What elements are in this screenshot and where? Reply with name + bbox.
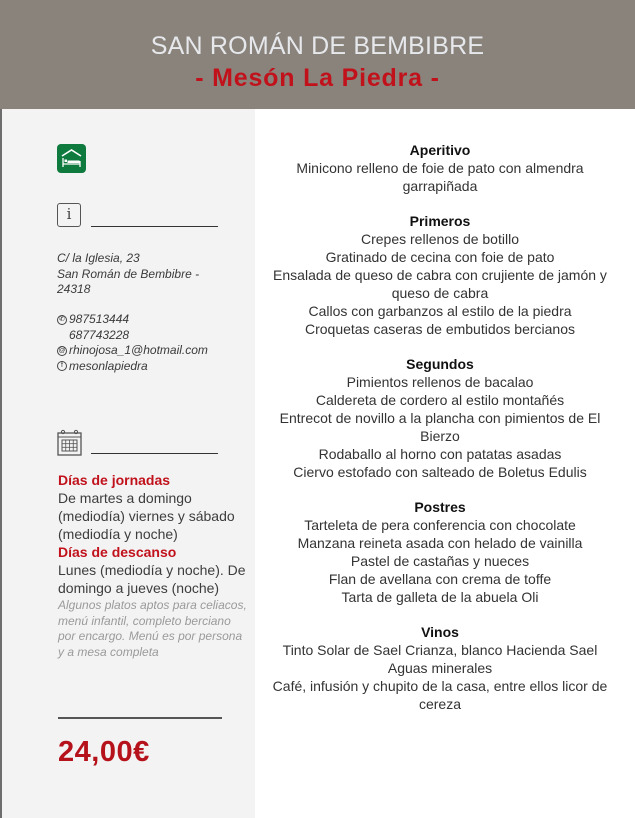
menu-item: Entrecot de novillo a la plancha con pimientos de El Bierzo <box>279 410 601 444</box>
rest-days-title: Días de descanso <box>58 544 177 560</box>
phone-icon: ✆ <box>57 315 67 325</box>
menu-list <box>270 141 610 730</box>
phone-2[interactable]: 687743228 <box>69 327 130 342</box>
divider <box>91 226 218 227</box>
menu-section-segundos <box>270 355 610 481</box>
info-sidebar <box>0 109 255 818</box>
menu-section-postres <box>270 498 610 606</box>
menu-item: Manzana reineta asada con helado de vainilla <box>297 535 583 551</box>
divider <box>91 453 218 454</box>
menu-item: Ensalada de queso de cabra con crujiente de jamón y queso de cabra <box>273 267 607 301</box>
menu-item: Rodaballo al horno con patatas asadas <box>318 446 562 462</box>
page-header <box>0 0 635 109</box>
address <box>57 251 237 298</box>
calendar-icon <box>57 429 82 456</box>
workdays-title: Días de jornadas <box>58 472 171 488</box>
facebook-link[interactable]: mesonlapiedra <box>69 358 148 373</box>
bed-icon <box>57 144 86 173</box>
menu-item: Gratinado de cecina con foie de pato <box>325 249 555 265</box>
section-title: Aperitivo <box>409 142 471 158</box>
menu-item: Tarta de galleta de la abuela Oli <box>341 589 539 605</box>
at-icon: @ <box>58 346 66 354</box>
info-icon: i <box>57 203 81 227</box>
restaurant-name: - Mesón La Piedra - <box>195 64 440 92</box>
menu-item: Ciervo estofado con salteado de Boletus Edulis <box>293 464 587 480</box>
menu-item: Minicono relleno de foie de pato con almendra garrapiñada <box>296 160 584 194</box>
address-town: San Román de Bembibre - <box>57 266 200 281</box>
schedule <box>58 471 248 660</box>
town-title: SAN ROMÁN DE BEMBIBRE <box>150 32 485 60</box>
menu-item: Pimientos rellenos de bacalao <box>346 374 534 390</box>
menu-item: Croquetas caseras de embutidos bercianos <box>304 321 576 337</box>
facebook-icon: f <box>57 361 67 371</box>
menu-section-primeros <box>270 212 610 338</box>
divider <box>58 717 222 719</box>
workdays-text: De martes a domingo (mediodía) viernes y sábado (mediodía y noche) <box>58 490 235 542</box>
menu-item: Pastel de castañas y nueces <box>350 553 530 569</box>
menu-item: Caldereta de cordero al estilo montañés <box>315 392 565 408</box>
menu-item: Flan de avellana con crema de toffe <box>328 571 552 587</box>
contact-list <box>57 312 257 374</box>
menu-item: Tarteleta de pera conferencia con chocolate <box>304 517 576 533</box>
section-title: Primeros <box>409 213 471 229</box>
phone-1[interactable]: 987513444 <box>69 312 130 326</box>
menu-item: Tinto Solar de Sael Crianza, blanco Hacienda Sael <box>282 642 598 658</box>
section-title: Segundos <box>406 356 474 372</box>
address-postcode: 24318 <box>57 282 91 296</box>
email-link[interactable]: rhinojosa_1@hotmail.com <box>69 343 208 357</box>
section-title: Vinos <box>421 624 459 640</box>
menu-item: Café, infusión y chupito de la casa, entre ellos licor de cereza <box>272 678 608 712</box>
address-street: C/ la Iglesia, 23 <box>57 251 140 265</box>
menu-price: 24,00€ <box>58 736 150 768</box>
menu-item: Aguas minerales <box>387 660 493 676</box>
menu-section-aperitivo <box>270 141 610 195</box>
menu-item: Callos con garbanzos al estilo de la piedra <box>308 303 572 319</box>
menu-section-vinos <box>270 623 610 713</box>
rest-days-text: Lunes (mediodía y noche). De domingo a jueves (noche) <box>58 562 246 596</box>
section-title: Postres <box>414 499 466 515</box>
menu-note: Algunos platos aptos para celiacos, menú infantil, completo berciano por encargo. Menú es por persona y a mesa completa <box>58 598 247 659</box>
menu-item: Crepes rellenos de botillo <box>361 231 519 247</box>
